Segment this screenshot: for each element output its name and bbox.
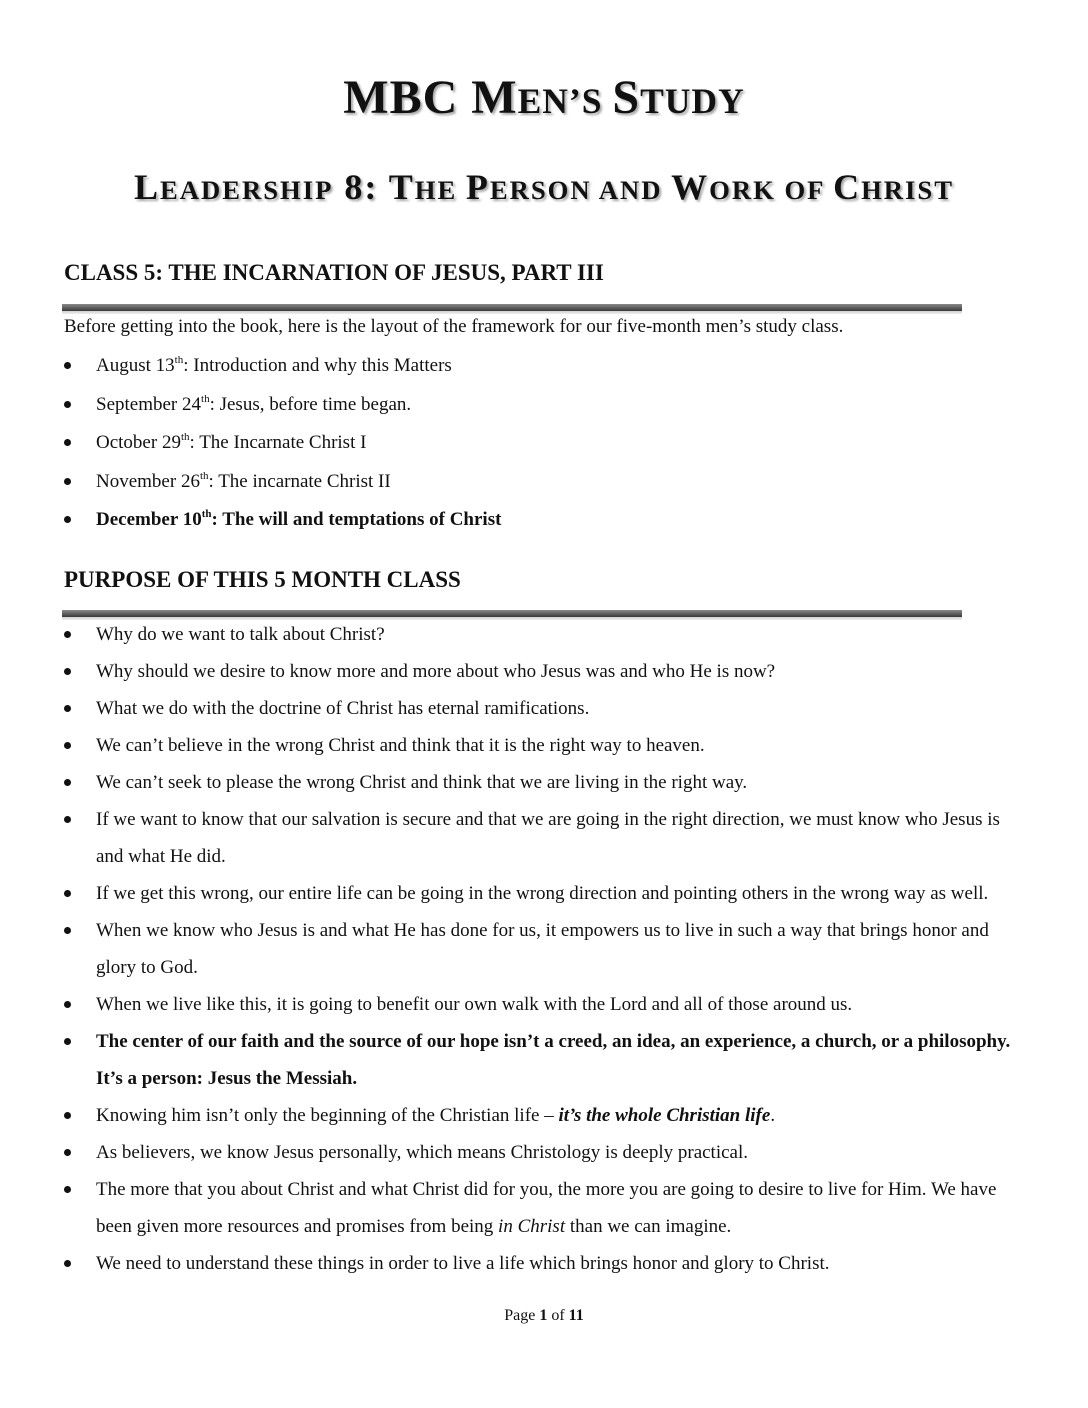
bullet-icon	[64, 439, 71, 446]
footer-of: of	[547, 1307, 569, 1324]
subtitle-part: HE	[414, 175, 458, 205]
title-part: EN	[517, 81, 569, 121]
purpose-item	[0, 653, 1026, 690]
subtitle-part: EADERSHIP	[160, 175, 334, 205]
bullet-icon	[64, 668, 71, 675]
purpose-item	[0, 986, 1026, 1023]
purpose-emphasis: it’s the whole Christian life	[558, 1105, 771, 1126]
bullet-icon	[64, 631, 71, 638]
purpose-item	[0, 727, 1026, 764]
bullet-icon	[64, 401, 71, 408]
purpose-text: If we want to know that our salvation is secure and that we are going in the right direction, we must know who Jesus is and what He did.	[96, 809, 1000, 867]
page-footer	[0, 1306, 1088, 1326]
title-part: S	[612, 71, 641, 124]
purpose-item	[0, 801, 1026, 875]
page-number: 1	[539, 1307, 548, 1324]
title-part: ’S	[568, 81, 613, 121]
purpose-item	[0, 616, 1026, 653]
schedule-date: December 10	[96, 509, 202, 530]
bullet-icon	[64, 705, 71, 712]
subtitle-part: ORK OF	[709, 175, 825, 205]
subtitle-part: HRIST	[861, 175, 954, 205]
schedule-list	[0, 347, 1088, 540]
purpose-text: The more that you about Christ and what Christ did for you, the more you are going to desire to live for Him. We have been given more resources and promises from being	[96, 1179, 997, 1237]
subtitle-part	[662, 175, 671, 205]
purpose-heading: PURPOSE OF THIS 5 MONTH CLASS	[64, 567, 461, 592]
schedule-date: September 24	[96, 393, 202, 415]
schedule-item	[0, 347, 1026, 386]
purpose-text: If we get this wrong, our entire life can be going in the wrong direction and pointing others in the wrong way as well.	[96, 883, 989, 904]
purpose-item	[0, 1245, 1026, 1282]
purpose-text: than we can imagine.	[565, 1216, 732, 1237]
bullet-icon	[64, 816, 71, 823]
purpose-text: The center of our faith and the source of our hope isn’t a creed, an idea, an experience, a church, or a philosophy. It’s a person: Jesus the Messiah.	[96, 1031, 1011, 1089]
schedule-sup: th	[201, 392, 210, 405]
bullet-icon	[64, 890, 71, 897]
subtitle-part: L	[134, 167, 161, 207]
bullet-icon	[64, 742, 71, 749]
bullet-icon	[64, 1001, 71, 1008]
purpose-text: .	[770, 1105, 776, 1126]
schedule-item	[0, 424, 1026, 463]
purpose-text: What we do with the doctrine of Christ has eternal ramifications.	[96, 698, 590, 719]
bullet-icon	[64, 516, 71, 523]
schedule-sup: th	[174, 354, 184, 366]
document-title	[0, 70, 1088, 129]
bullet-icon	[64, 1112, 71, 1119]
bullet-icon	[64, 362, 71, 369]
document-subtitle	[0, 164, 1088, 213]
title-part: MBC M	[343, 71, 518, 124]
schedule-sup: th	[199, 469, 209, 482]
purpose-text: As believers, we know Jesus personally, which means Christology is deeply practical.	[96, 1142, 749, 1163]
bullet-icon	[64, 927, 71, 934]
purpose-item	[0, 690, 1026, 727]
subtitle-part	[824, 175, 833, 205]
bullet-icon	[64, 1186, 71, 1193]
schedule-rest: : The incarnate Christ II	[208, 470, 391, 492]
subtitle-part: W	[671, 167, 710, 207]
intro-paragraph: Before getting into the book, here is the layout of the framework for our five-month men’s study class.	[64, 316, 844, 337]
bullet-icon	[64, 478, 71, 485]
purpose-item	[0, 1134, 1026, 1171]
schedule-rest: : The will and temptations of Christ	[211, 509, 502, 530]
purpose-text: We can’t believe in the wrong Christ and think that it is the right way to heaven.	[96, 735, 705, 756]
subtitle-part: ERSON AND	[489, 175, 663, 205]
schedule-sup: th	[180, 431, 190, 443]
schedule-rest: : Jesus, before time began.	[209, 393, 412, 415]
footer-prefix: Page	[504, 1307, 540, 1324]
purpose-item	[0, 764, 1026, 801]
bullet-icon	[64, 779, 71, 786]
schedule-date: August 13	[96, 355, 175, 376]
title-part: TUDY	[640, 81, 745, 121]
purpose-item	[0, 875, 1026, 912]
schedule-item	[0, 501, 1026, 540]
purpose-text: We need to understand these things in order to live a life which brings honor and glory to Christ.	[96, 1253, 830, 1274]
class-heading: CLASS 5: THE INCARNATION OF JESUS, PART III	[64, 260, 604, 285]
schedule-rest: : The Incarnate Christ I	[189, 432, 367, 453]
purpose-text: We can’t seek to please the wrong Christ and think that we are living in the right way.	[96, 772, 748, 793]
purpose-list	[0, 616, 1088, 1282]
schedule-date: November 26	[96, 470, 200, 492]
subtitle-part: T	[388, 167, 415, 207]
bullet-icon	[64, 1260, 71, 1267]
purpose-text: Knowing him isn’t only the beginning of the Christian life –	[96, 1105, 559, 1126]
schedule-item	[0, 463, 1026, 502]
subtitle-part: P	[465, 167, 490, 207]
purpose-item	[0, 912, 1026, 986]
subtitle-part: 8:	[333, 167, 389, 207]
bullet-icon	[64, 1149, 71, 1156]
purpose-text: Why should we desire to know more and more about who Jesus was and who He is now?	[96, 661, 776, 682]
purpose-emphasis: in Christ	[498, 1216, 566, 1237]
schedule-rest: : Introduction and why this Matters	[183, 355, 452, 376]
schedule-date: October 29	[96, 432, 181, 453]
purpose-text: Why do we want to talk about Christ?	[96, 624, 385, 645]
purpose-text: When we know who Jesus is and what He has done for us, it empowers us to live in such a way that brings honor and glory to God.	[96, 920, 989, 978]
purpose-item	[0, 1023, 1026, 1097]
subtitle-part	[457, 175, 466, 205]
section-divider	[62, 304, 962, 311]
bullet-icon	[64, 1038, 71, 1045]
purpose-item	[0, 1097, 1026, 1134]
schedule-item	[0, 386, 1026, 425]
subtitle-part: C	[833, 167, 862, 207]
purpose-text: When we live like this, it is going to benefit our own walk with the Lord and all of those around us.	[96, 994, 853, 1015]
schedule-sup: th	[201, 508, 212, 520]
page-total: 11	[568, 1307, 584, 1324]
purpose-item	[0, 1171, 1026, 1245]
